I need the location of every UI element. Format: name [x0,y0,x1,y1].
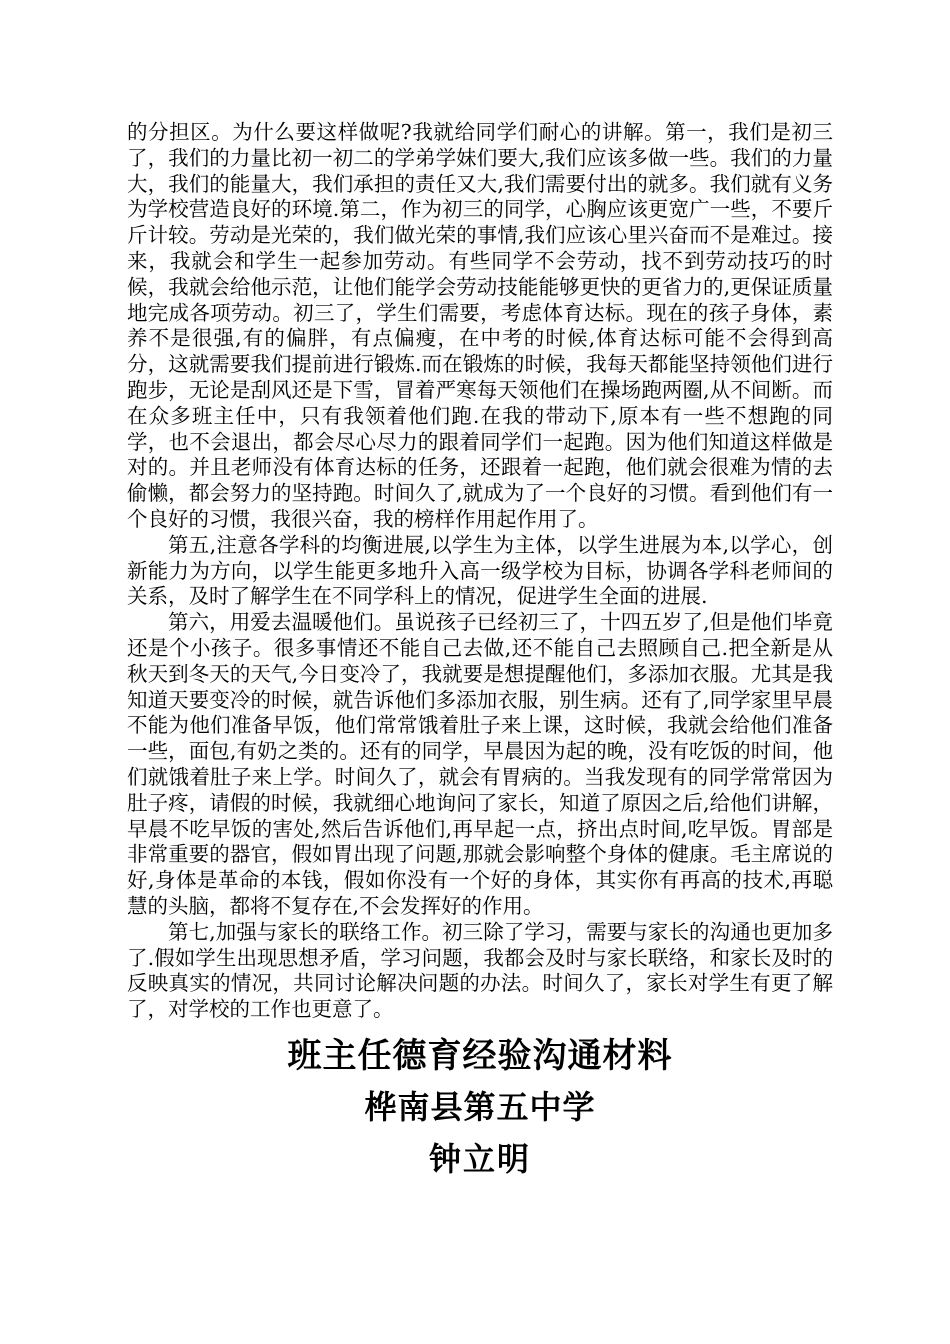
body-paragraph-fifth: 第五,注意各学科的均衡进展,以学生为主体，以学生进展为本,以学心，创新能力为方向，以学生能更多地升入高一级学校为目标，协调各学科老师间的关系，及时了解学生在不同学科上的情况，促进学生全面的进展. [127,532,833,609]
body-paragraph-continued: 的分担区。为什么要这样做呢?我就给同学们耐心的讲解。第一，我们是初三了，我们的力量比初一初二的学弟学妹们要大,我们应该多做一些。我们的力量大，我们的能量大，我们承担的责任又大,我们需要付出的就多。我们就有义务为学校营造良好的环境.第二，作为初三的同学，心胸应该更宽广一些，不要斤斤计较。劳动是光荣的，我们做光荣的事情,我们应该心里兴奋而不是难过。接来，我就会和学生一起参加劳动。有些同学不会劳动，找不到劳动技巧的时候，我就会给他示范，让他们能学会劳动技能能够更快的更省力的,更保证质量地完成各项劳动。初三了，学生们需要，考虑体育达标。现在的孩子身体，素养不是很强,有的偏胖，有点偏瘦，在中考的时候,体育达标可能不会得到高分，这就需要我们提前进行锻炼.而在锻炼的时候，我每天都能坚持领他们进行跑步，无论是刮风还是下雪，冒着严寒每天领他们在操场跑两圈,从不间断。而在众多班主任中，只有我领着他们跑.在我的带动下,原本有一些不想跑的同学，也不会退出，都会尽心尽力的跟着同学们一起跑。因为他们知道这样做是对的。并且老师没有体育达标的任务，还跟着一起跑，他们就会很难为情的去偷懒，都会努力的坚持跑。时间久了,就成为了一个良好的习惯。看到他们有一个良好的习惯，我很兴奋，我的榜样作用起作用了。 [127,120,833,531]
body-paragraph-sixth: 第六，用爱去温暖他们。虽说孩子已经初三了，十四五岁了,但是他们毕竟还是个小孩子。很多事情还不能自己去做,还不能自己去照顾自己.把全新是从秋天到冬天的天气,今日变冷了，我就要是想提醒他们，多添加衣服。尤其是我知道天要变冷的时候，就告诉他们多添加衣服，别生病。还有了,同学家里早晨不能为他们准备早饭，他们常常饿着肚子来上课，这时候，我就会给他们准备一些，面包,有奶之类的。还有的同学，早晨因为起的晚，没有吃饭的时间，他们就饿着肚子来上学。时间久了，就会有胃病的。当我发现有的同学常常因为肚子疼，请假的时候，我就细心地询问了家长，知道了原因之后,给他们讲解，早晨不吃早饭的害处,然后告诉他们,再早起一点，挤出点时间,吃早饭。胃部是非常重要的器官，假如胃出现了问题,那就会影响整个身体的健康。毛主席说的好,身体是革命的本钱，假如你没有一个好的身体，其实你有再高的技术,再聪慧的头脑，都将不复存在,不会发挥好的作用。 [127,610,833,918]
body-paragraph-seventh: 第七,加强与家长的联络工作。初三除了学习，需要与家长的沟通也更加多了.假如学生出现思想矛盾，学习问题，我都会及时与家长联络，和家长及时的反映真实的情况，共同讨论解决问题的办法。时间久了，家长对学生有更了解了，对学校的工作也更意了。 [127,919,833,1022]
school-name: 桦南县第五中学 [364,1087,596,1126]
document-title: 班主任德育经验沟通材料 [287,1035,673,1076]
document-page [127,120,833,1185]
document-headings [127,1031,833,1185]
author-name: 钟立明 [428,1139,531,1178]
